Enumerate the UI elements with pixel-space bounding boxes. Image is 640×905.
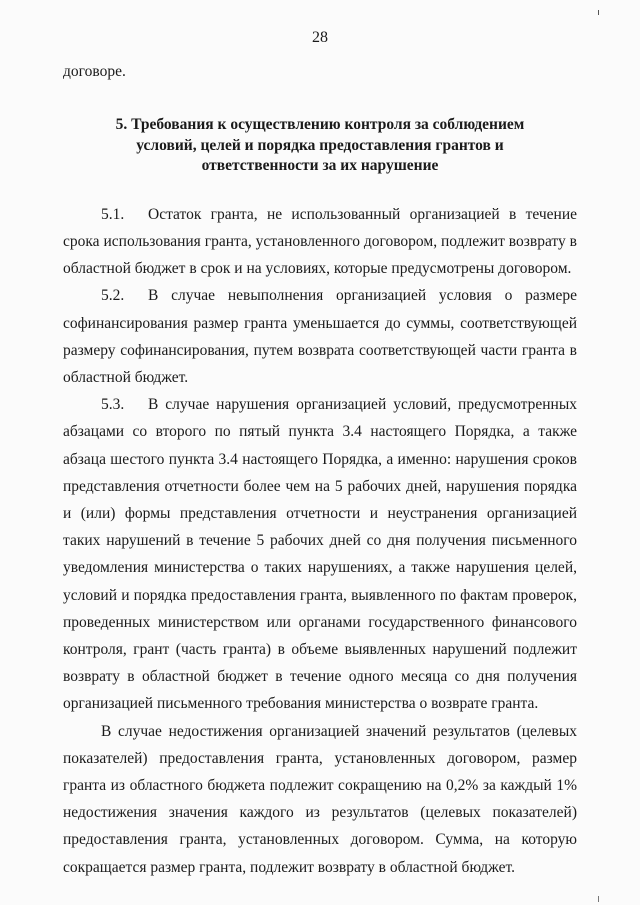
section-heading-line: 5. Требования к осуществлению контроля за соблюдением (115, 116, 525, 134)
paragraph-5-3 (63, 391, 577, 717)
paragraph-number: 5.1. (101, 205, 125, 223)
continuation-text: договоре. (63, 63, 126, 80)
paragraph-number: 5.2. (101, 287, 125, 305)
paragraph-number: 5.3. (101, 396, 125, 414)
paragraph-5-1 (63, 201, 577, 283)
paragraph-text: Остаток гранта, не использованный организацией в течение срока использования гранта, установленного договором, подлежит возврату в областной бюджет в срок и на условиях, которые предусмотрены договором. (63, 205, 577, 278)
section-heading-line: ответственности за их нарушение (201, 157, 439, 175)
scan-artifact-mark (598, 10, 599, 15)
paragraph-text: В случае невыполнения организацией условия о размере софинансирования размер гранта уменьшается до суммы, соответствующей размеру софинансирования, путем возврата соответствующей части гранта в областной бюджет. (63, 287, 577, 386)
section-heading-line: условий, целей и порядка предоставления грантов и (136, 136, 504, 154)
paragraph-text: В случае недостижения организацией значений результатов (целевых показателей) предоставления гранта, установленных договором, размер гранта из областного бюджета подлежит сокращению на 0,2% за каждый 1% недостижения значения каждого из результатов (целевых показателей) предоставления гранта, установленных договором. Сумма, на которую сокращается размер гранта, подлежит возврату в областной бюджет. (63, 722, 577, 876)
paragraph-5-3-cont (63, 718, 577, 881)
document-body (63, 58, 577, 881)
paragraph-5-2 (63, 282, 577, 391)
page-number: 28 (312, 29, 328, 46)
paragraph-text: В случае нарушения организацией условий, предусмотренных абзацами со второго по пятый пункта 3.4 настоящего Порядка, а также абзаца шестого пункта 3.4 настоящего Порядка, а именно: нарушения сроков представления отчетности более чем на 5 рабочих дней, нарушения порядка и (или) формы представления отчетности и неустранения организацией таких нарушений в течение 5 рабочих дней со дня получения письменного уведомления министерства о таких нарушениях, а также нарушения целей, условий и порядка предоставления гранта, выявленного по фактам проверок, проведенных министерством или органами государственного финансового контроля, грант (часть гранта) в объеме выявленных нарушений подлежит возврату в областной бюджет в течение одного месяца со дня получения организацией письменного требования министерства о возврате гранта. (63, 396, 577, 713)
scan-artifact-mark (598, 896, 599, 902)
section-heading (63, 115, 577, 177)
